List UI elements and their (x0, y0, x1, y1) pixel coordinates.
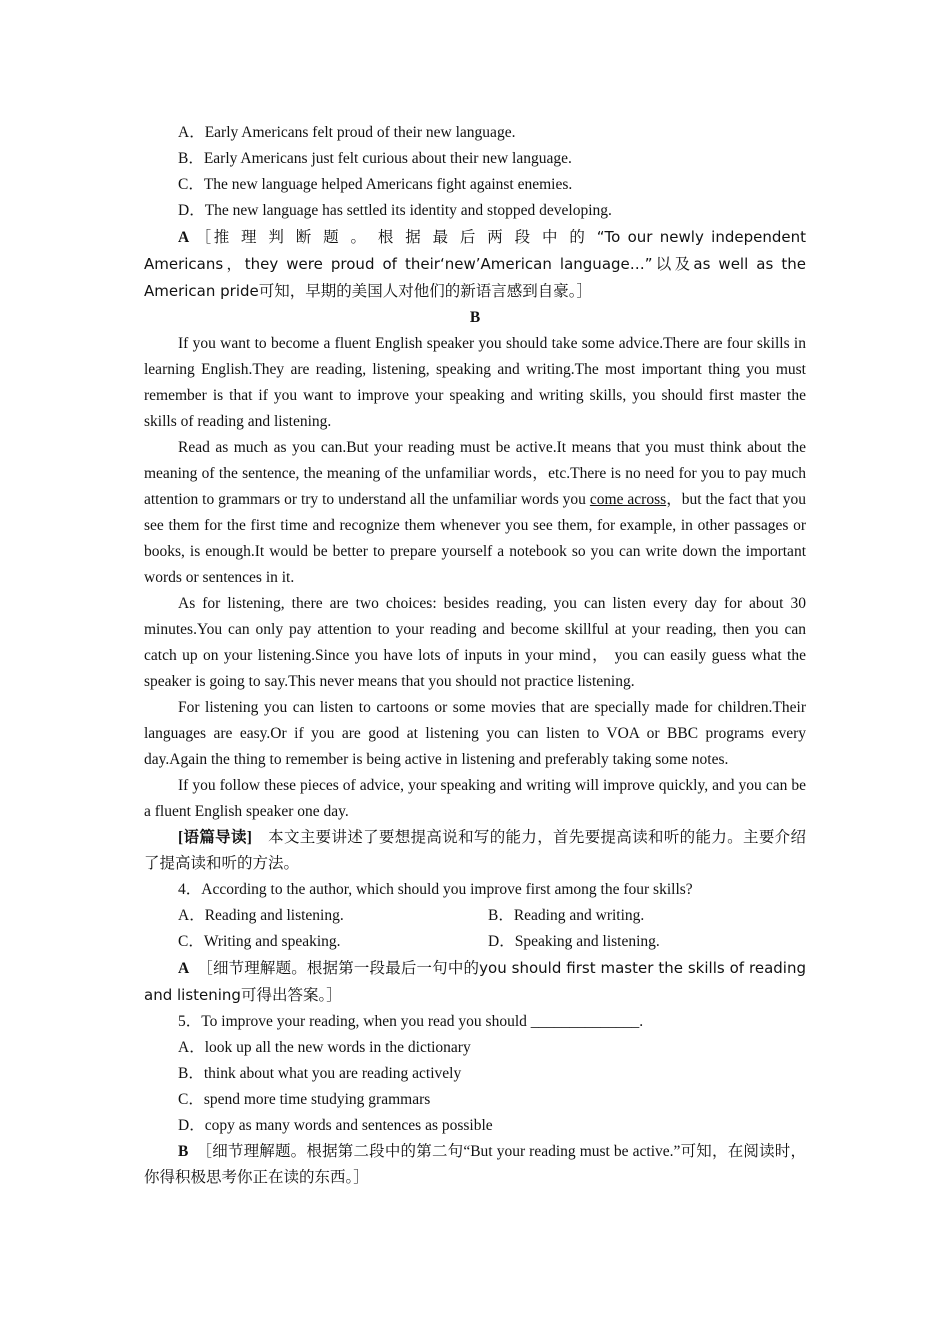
q3-option-a: A．Early Americans felt proud of their new language. (178, 124, 516, 141)
q4-options-row-1 (144, 903, 806, 929)
passage-paragraph-3: As for listening, there are two choices: besides reading, you can listen every day for about 30 minutes.You can only pay attention to your reading and become skillful at your reading, then you can catch up on your listening.Since you have lots of inputs in your mind， you can easily guess what the speaker is going to say.This never means that you should not practice listening. (144, 595, 806, 690)
q5-option-d: D．copy as many words and sentences as possible (178, 1117, 493, 1134)
passage-paragraph-4: For listening you can listen to cartoons or some movies that are specially made for children.Their languages are easy.Or if you are good at listening you can listen to VOA or BBC programs every day.Again the thing to remember is being active in listening and preferably taking some notes. (144, 699, 806, 768)
q4-stem: 4．According to the author, which should you improve first among the four skills? (178, 881, 693, 898)
q4-option-b: B．Reading and writing. (488, 907, 645, 924)
q5-stem: 5．To improve your reading, when you read you should ______________. (178, 1013, 644, 1030)
q3-answer-and: 以及 (652, 256, 694, 273)
q4-option-d: D．Speaking and listening. (488, 933, 660, 950)
q3-answer-explanation (144, 224, 806, 305)
q3-answer-letter: A (178, 229, 190, 246)
underlined-phrase: come across (589, 491, 667, 508)
p2-text-before: Read as much as you can.But your reading must be active.It means that you must think about the meaning of the sentence, the meaning of the unfamiliar words，etc.There is no need for you to pay much attention to grammars or try to understand all the unfamiliar words you (144, 439, 806, 508)
q5-answer-post: 可知，在阅读时，你得积极思考你正在读的东西。］ (144, 1143, 806, 1186)
q4-option-a: A．Reading and listening. (178, 907, 344, 924)
q5-answer-pre: ［细节理解题。根据第二段中的第二句 (204, 1143, 464, 1160)
q4-answer-pre: ［细节理解题。根据第一段最后一句中的 (205, 960, 480, 977)
q4-answer-explanation (144, 955, 806, 1009)
passage-paragraph-5: If you follow these pieces of advice, your speaking and writing will improve quickly, and you can be a fluent English speaker one day. (144, 777, 806, 820)
passage-guide (144, 825, 806, 877)
q4-answer-quote: you should first master the skills of reading and listening (144, 959, 806, 1004)
guide-text: 本文主要讲述了要想提高说和写的能力，首先要提高读和听的能力。主要介绍了提高读和听的方法。 (144, 829, 806, 872)
q4-option-c: C．Writing and speaking. (178, 933, 341, 950)
q4-answer-letter: A (178, 960, 190, 977)
q5-answer-quote: “But your reading must be active.” (463, 1143, 681, 1160)
q5-answer-letter: B (178, 1143, 189, 1160)
q3-answer-type: 推理判断题。 (213, 229, 378, 246)
section-b-title: B (469, 309, 481, 326)
q4-answer-post: 可得出答案。］ (240, 987, 342, 1004)
guide-label: [语篇导读] (178, 829, 252, 846)
q5-option-b: B．think about what you are reading actively (178, 1065, 462, 1082)
q3-answer-lead: 根据最后两段中的 (377, 229, 597, 246)
q3-answer-phrase: as well as the American pride (144, 255, 806, 300)
q3-option-c: C．The new language helped Americans fight against enemies. (178, 176, 573, 193)
passage-paragraph-1: If you want to become a fluent English speaker you should take some advice.There are four skills in learning English.They are reading, listening, speaking and writing.The most important thing you must remember is that if you want to improve your speaking and writing skills, you should first master the skills of reading and listening. (144, 335, 806, 430)
document-page (144, 120, 806, 1191)
q3-answer-quote: “To our newly independent Americans，they were proud of their‘new’American language…” (144, 228, 806, 273)
q5-answer-explanation (144, 1139, 806, 1191)
q3-answer-bracket: ［ (195, 229, 214, 246)
q3-option-b: B．Early Americans just felt curious about their new language. (178, 150, 572, 167)
q4-options-row-2 (144, 929, 806, 955)
passage-paragraph-2 (144, 435, 806, 591)
q5-option-c: C．spend more time studying grammars (178, 1091, 431, 1108)
p2-text-after: ，but the fact that you see them for the first time and recognize them whenever you see them, for example, in other passages or books, is enough.It would be better to prepare yourself a notebook so you can write down the important words or sentences in it. (144, 491, 806, 586)
q3-answer-tail: 可知，早期的美国人对他们的新语言感到自豪。］ (258, 283, 593, 300)
q3-option-d: D．The new language has settled its identity and stopped developing. (178, 202, 612, 219)
q5-option-a: A．look up all the new words in the dictionary (178, 1039, 471, 1056)
